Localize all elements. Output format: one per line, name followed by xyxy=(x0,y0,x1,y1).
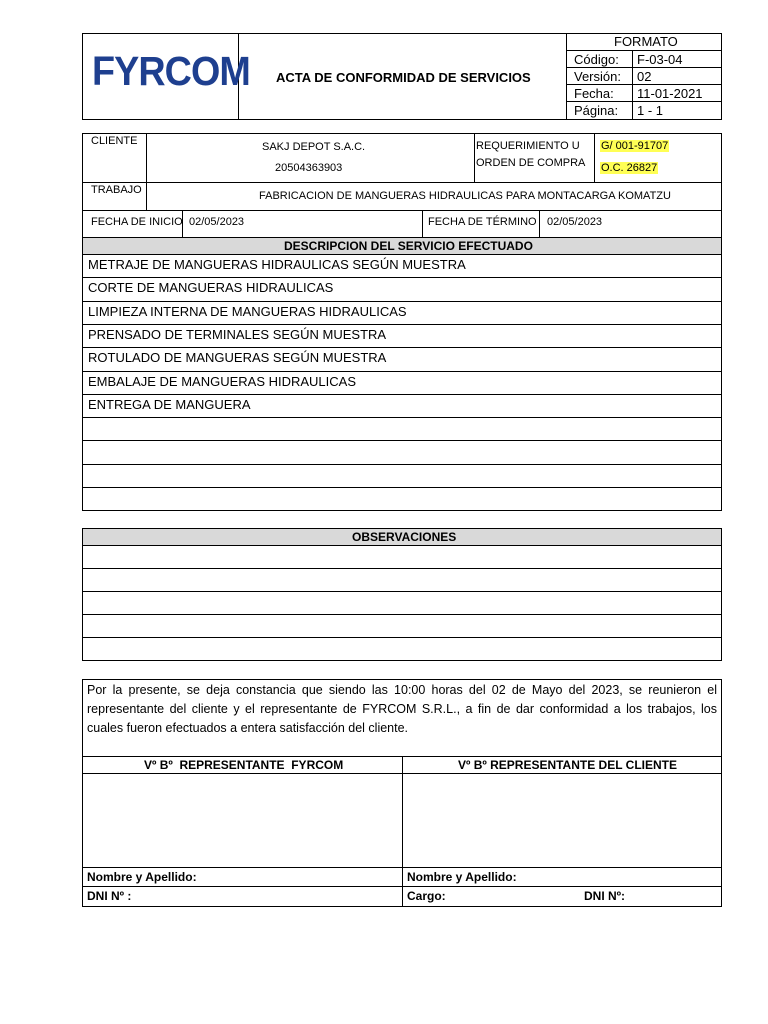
service-item-row: ENTREGA DE MANGUERA xyxy=(88,397,251,412)
cliente-label: CLIENTE xyxy=(91,135,138,147)
descripcion-title: DESCRIPCION DEL SERVICIO EFECTUADO xyxy=(284,239,533,253)
cliente-ruc: 20504363903 xyxy=(275,162,343,174)
fecha-inicio-value: 02/05/2023 xyxy=(189,216,245,228)
cliente-nombre-label: Nombre y Apellido: xyxy=(407,870,517,884)
conformidad-paragraph: Por la presente, se deja constancia que siendo las 10:00 horas del 02 de Mayo del 2023, se reunieron el representante del cliente y el representante de FYRCOM S.R.L., a fin de dar conformidad a los trabajos, los cuales fueron efectuados a entera satisfacción del cliente. xyxy=(87,683,717,735)
service-item-row: PRENSADO DE TERMINALES SEGÚN MUESTRA xyxy=(88,327,387,342)
fecha-inicio-label: FECHA DE INICIO xyxy=(91,216,183,228)
trabajo-label: TRABAJO xyxy=(91,184,142,196)
pagina-value: 1 - 1 xyxy=(637,103,664,118)
observaciones-table xyxy=(82,528,722,661)
vobo-fyrcom-title: Vº Bº REPRESENTANTE FYRCOM xyxy=(144,758,344,772)
fecha-value: 11-01-2021 xyxy=(637,86,703,101)
cliente-cargo-label: Cargo: xyxy=(407,889,446,903)
service-item-row: EMBALAJE DE MANGUERAS HIDRAULICAS xyxy=(88,374,357,389)
requerimiento-value-oc: O.C. 26827 xyxy=(601,162,658,174)
codigo-label: Código: xyxy=(574,52,619,67)
requerimiento-label-line1: REQUERIMIENTO U xyxy=(476,140,580,152)
service-item-row: METRAJE DE MANGUERAS HIDRAULICAS SEGÚN MUESTRA xyxy=(88,257,466,272)
service-item-row: ROTULADO DE MANGUERAS SEGÚN MUESTRA xyxy=(88,350,387,365)
service-item-row: LIMPIEZA INTERNA DE MANGUERAS HIDRAULICAS xyxy=(88,304,407,319)
service-item-row: CORTE DE MANGUERAS HIDRAULICAS xyxy=(88,280,334,295)
document-title: ACTA DE CONFORMIDAD DE SERVICIOS xyxy=(276,70,531,85)
fyrcom-nombre-label: Nombre y Apellido: xyxy=(87,870,197,884)
fecha-termino-value: 02/05/2023 xyxy=(547,216,603,228)
version-value: 02 xyxy=(637,69,652,84)
version-label: Versión: xyxy=(574,69,621,84)
fecha-label: Fecha: xyxy=(574,86,614,101)
requerimiento-value-guia: G/ 001-91707 xyxy=(601,140,669,152)
fecha-termino-label: FECHA DE TÉRMINO xyxy=(428,216,537,228)
requerimiento-label-line2: ORDEN DE COMPRA xyxy=(476,157,586,169)
pagina-label: Página: xyxy=(574,103,619,118)
fyrcom-logo: FYRCOM xyxy=(92,48,250,94)
formato-label: FORMATO xyxy=(614,34,678,49)
codigo-value: F-03-04 xyxy=(637,52,683,67)
trabajo-value: FABRICACION DE MANGUERAS HIDRAULICAS PARA MONTACARGA KOMATZU xyxy=(259,190,671,202)
cliente-dni-label: DNI Nº: xyxy=(584,889,626,903)
vobo-cliente-title: Vº Bº REPRESENTANTE DEL CLIENTE xyxy=(458,758,678,772)
observaciones-title: OBSERVACIONES xyxy=(352,530,457,544)
cliente-name: SAKJ DEPOT S.A.C. xyxy=(262,141,366,153)
fyrcom-dni-label: DNI Nº : xyxy=(87,889,132,903)
